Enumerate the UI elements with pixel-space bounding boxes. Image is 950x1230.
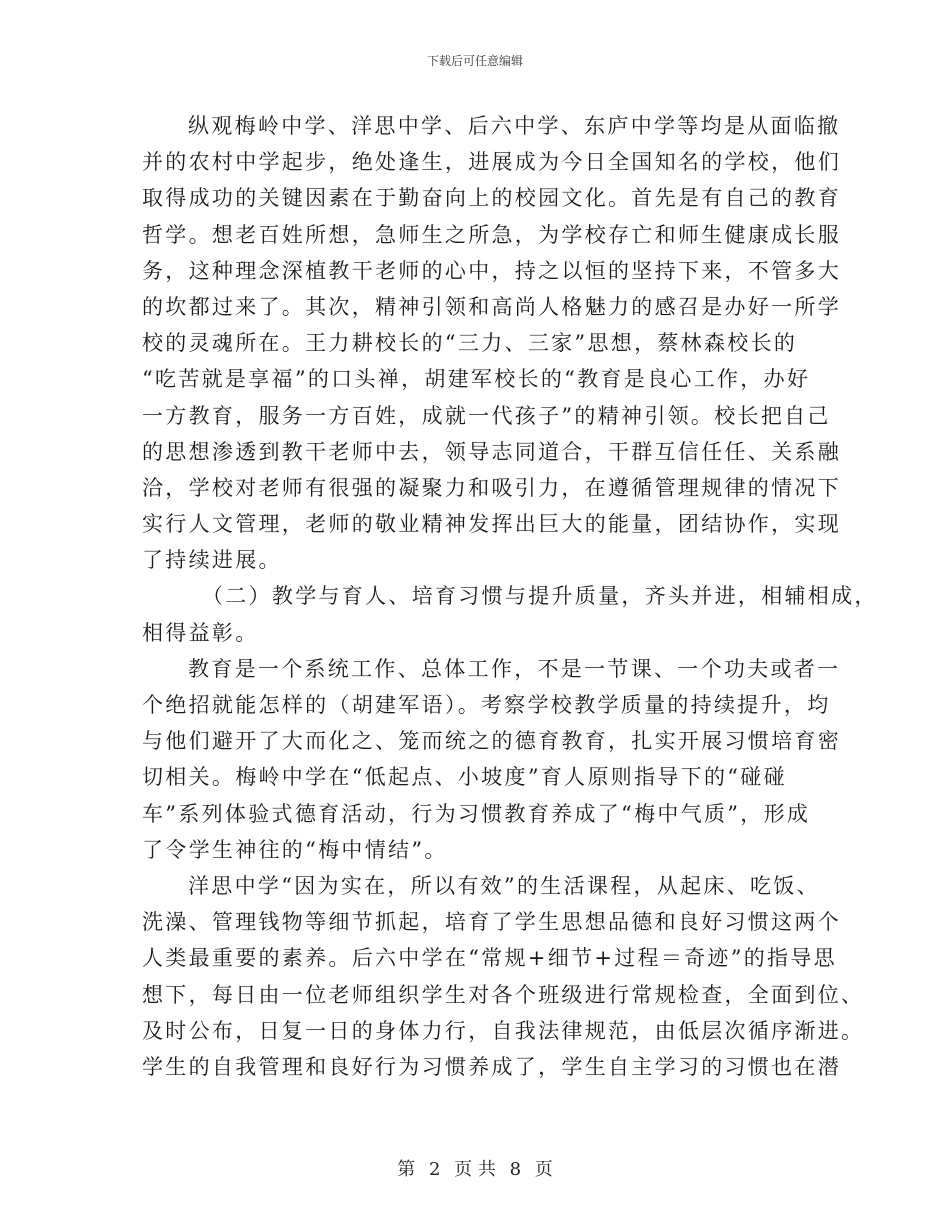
text-line: 想下，每日由一位老师组织学生对各个班级进行常规检查，全面到位、 — [142, 982, 865, 1007]
text-line: 个绝招就能怎样的（胡建军语）。考察学校教学质量的持续提升，均 — [142, 693, 831, 717]
text-line: 洽，学校对老师有很强的凝聚力和吸引力，在遵循管理规律的情况下 — [142, 475, 841, 500]
text-line: 车”系列体验式德育活动，行为习惯教育养成了“梅中气质”，形成 — [142, 801, 811, 826]
document-body — [142, 108, 878, 1085]
text-line: 的坎都过来了。其次，精神引领和高尚人格魅力的感召是办好一所学 — [142, 294, 841, 319]
total-pages: 8 — [509, 1159, 522, 1180]
text-line: 实行人文管理，老师的敬业精神发挥出巨大的能量，团结协作，实现 — [142, 512, 841, 537]
text-line: 教育是一个系统工作、总体工作，不是一节课、一个功夫或者一 — [188, 656, 841, 681]
text-line: 纵观梅岭中学、洋思中学、后六中学、东庐中学等均是从面临撤 — [188, 114, 841, 138]
text-line: 的思想渗透到教干老师中去，领导志同道合，干群互信任任、关系融 — [142, 439, 841, 464]
text-line: 切相关。梅岭中学在“低起点、小坡度”育人原则指导下的“碰碰 — [142, 765, 787, 790]
footer-prefix: 第 — [397, 1159, 416, 1180]
text-line: 人类最重要的素养。后六中学在“常规+细节+过程＝奇迹”的指导思 — [142, 946, 837, 971]
text-line: 及时公布，日复一日的身体力行，自我法律规范，由低层次循序渐进。 — [142, 1018, 865, 1043]
footer-suffix: 页 — [534, 1159, 553, 1180]
text-line: 学生的自我管理和良好行为习惯养成了，学生自主学习的习惯也在潜 — [142, 1054, 841, 1079]
text-line: 洋思中学“因为实在，所以有效”的生活课程，从起床、吃饭、 — [188, 873, 820, 898]
text-line: 并的农村中学起步，绝处逢生，进展成为今日全国知名的学校，他们 — [142, 150, 841, 175]
text-line: 一方教育，服务一方百姓，成就一代孩子”的精神引领。校长把自己 — [142, 403, 831, 428]
text-line: 了持续进展。 — [142, 548, 282, 573]
text-line: 洗澡、管理钱物等细节抓起，培育了学生思想品德和良好习惯这两个 — [142, 910, 841, 935]
section-heading: （二）教学与育人、培育习惯与提升质量，齐头并进，相辅相成， — [202, 584, 878, 609]
text-line: “吃苦就是享福”的口头禅，胡建军校长的“教育是良心工作，办好 — [142, 367, 811, 392]
footer-middle: 页 共 — [454, 1159, 496, 1180]
text-line: 校的灵魂所在。王力耕校长的“三力、三家”思想，蔡林森校长的 — [142, 331, 798, 356]
page-footer — [0, 1155, 950, 1181]
page-number: 2 — [428, 1159, 441, 1180]
section-heading-continued: 相得益彰。 — [142, 620, 259, 645]
text-line: 与他们避开了大而化之、笼而统之的德育教育，扎实开展习惯培育密 — [142, 729, 841, 754]
text-line: 务，这种理念深植教干老师的心中，持之以恒的坚持下来，不管多大 — [142, 258, 841, 283]
text-line: 了令学生神往的“梅中情结”。 — [142, 837, 448, 862]
text-line: 取得成功的关键因素在于勤奋向上的校园文化。首先是有自己的教育 — [142, 186, 841, 211]
text-line: 哲学。想老百姓所想，急师生之所急，为学校存亡和师生健康成长服 — [142, 222, 841, 247]
page-header: 下载后可任意编辑 — [426, 54, 523, 68]
